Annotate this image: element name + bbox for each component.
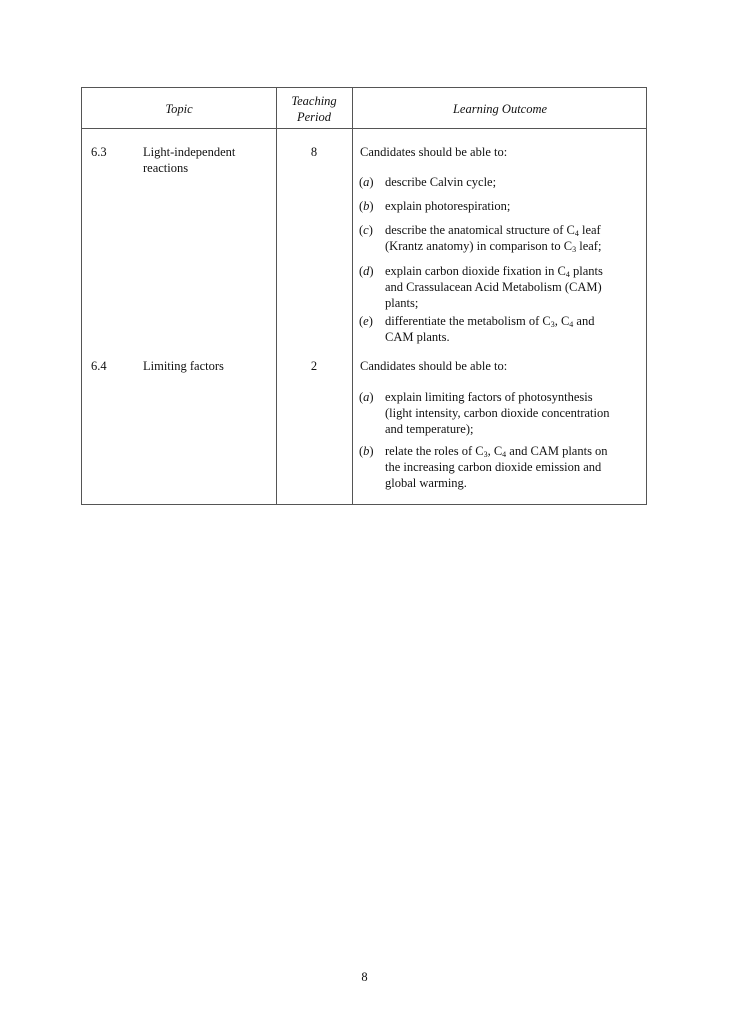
outcome-label: (a) (359, 390, 374, 404)
topic-title: Light-independent (143, 145, 236, 159)
page-number: 8 (361, 970, 368, 984)
header-teaching-period-line2: Period (296, 110, 332, 124)
outcome-intro: Candidates should be able to: (360, 359, 508, 373)
row-number: 6.4 (91, 359, 107, 373)
outcome-label: (d) (359, 264, 374, 278)
header-topic: Topic (165, 102, 193, 116)
outcome-label: (a) (359, 175, 374, 189)
header-teaching-period-line1: Teaching (291, 94, 337, 108)
topic-title: reactions (143, 161, 189, 175)
teaching-period: 2 (310, 359, 318, 373)
header-learning-outcome: Learning Outcome (452, 102, 548, 116)
header-divider (82, 128, 646, 129)
topic-title: Limiting factors (143, 359, 224, 373)
outcome-label: (b) (359, 199, 374, 213)
syllabus-table: Topic Teaching Period Learning Outcome 6.3 Light-independent reactions 8 Candidates should be able to: (a) describe Calvin cycle; (b) explain photorespiration; (c) describe the anatomical structure of $C_4$ leaf (Krantz anatomy) in comparison to $C_3$ leaf; (d) explain carbon dioxide fixation in $C_4$ plants and Crassulacean Acid Metabolism (CAM) plants; (e) differentiate the metabolism of $C_3$, $C_4$ and CAM plants. 6.4 Limiting factors 2 Candidates should be able to: (a) explain limiting factors of photosynthesis (light intensity, carbon dioxide concentration and temperature); (b) relate the roles of $C_3$, $C_4$ and CAM plants on the increasing carbon dioxide emission and global warming. (81, 87, 647, 505)
outcome-label: (c) (359, 223, 373, 237)
teaching-period: 8 (310, 145, 318, 159)
row-number: 6.3 (91, 145, 107, 159)
outcome-label: (b) (359, 444, 374, 458)
outcome-intro: Candidates should be able to: (360, 145, 508, 159)
outcome-label: (e) (359, 314, 373, 328)
column-divider (352, 88, 353, 504)
